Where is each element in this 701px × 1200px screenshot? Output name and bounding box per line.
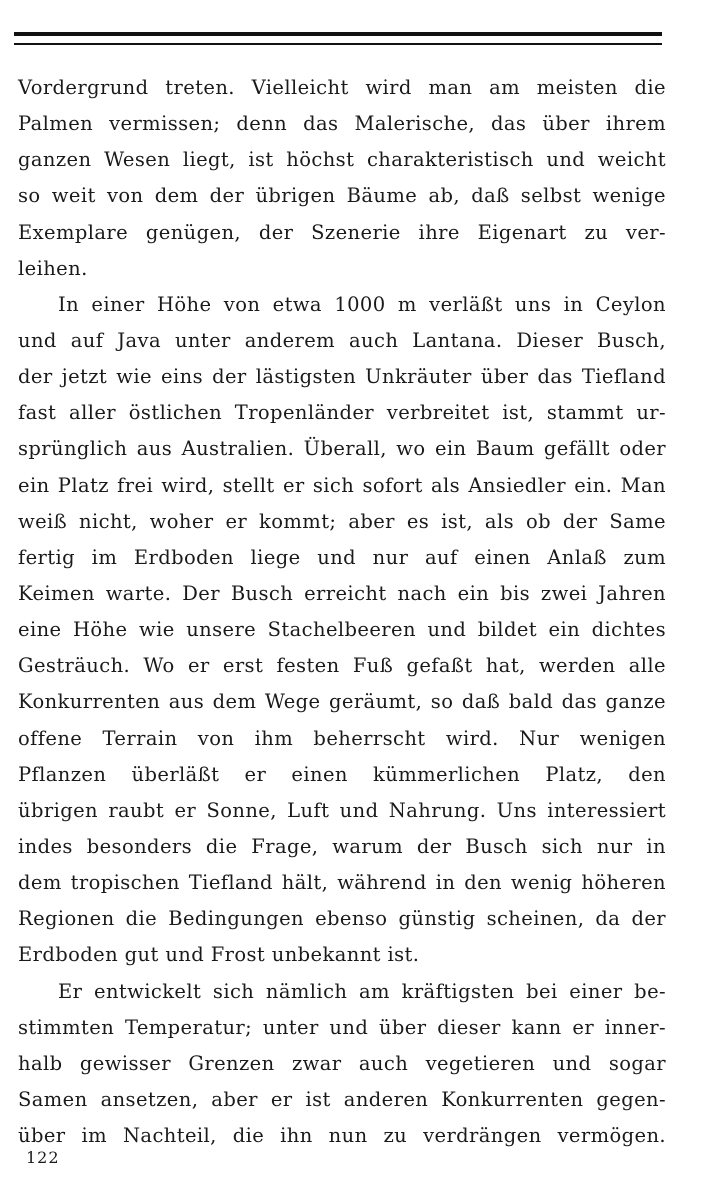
- text-line: der jetzt wie eins der lästigsten Unkräuter über das Tiefland: [18, 365, 666, 389]
- header-rule-thin: [14, 43, 662, 45]
- text-line: über im Nachteil, die ihn nun zu verdrängen vermögen.: [18, 1124, 666, 1148]
- text-line: sprünglich aus Australien. Überall, wo ein Baum gefällt oder: [18, 437, 666, 461]
- text-line: Vordergrund treten. Vielleicht wird man am meisten die: [18, 76, 666, 99]
- paragraph-2: [18, 287, 666, 974]
- text-line: und auf Java unter anderem auch Lantana. Dieser Busch,: [18, 328, 666, 352]
- text-line: Samen ansetzen, aber er ist anderen Konkurrenten gegen-: [18, 1087, 666, 1111]
- text-line: indes besonders die Frage, warum der Busch sich nur in: [18, 834, 666, 858]
- text-line: fertig im Erdboden liege und nur auf einen Anlaß zum: [18, 545, 666, 569]
- text-line: Gesträuch. Wo er erst festen Fuß gefaßt hat, werden alle: [18, 654, 666, 678]
- text-line: stimmten Temperatur; unter und über dieser kann er inner-: [18, 1015, 666, 1039]
- paragraph-1: [18, 70, 666, 287]
- text-line: dem tropischen Tiefland hält, während in den wenig höheren: [18, 871, 666, 895]
- text-line: ganzen Wesen liegt, ist höchst charakteristisch und weicht: [18, 148, 666, 172]
- paragraph-3: [18, 974, 666, 1155]
- text-line: halb gewisser Grenzen zwar auch vegetieren und sogar: [18, 1051, 666, 1075]
- text-line: so weit von dem der übrigen Bäume ab, daß selbst wenige: [18, 184, 666, 208]
- body-text: [18, 70, 666, 1154]
- text-line: Exemplare genügen, der Szenerie ihre Eigenart zu ver-: [18, 220, 666, 244]
- text-line: Pflanzen überläßt er einen kümmerlichen Platz, den: [18, 762, 666, 786]
- text-line: Regionen die Bedingungen ebenso günstig scheinen, da der: [18, 907, 666, 931]
- text-line: weiß nicht, woher er kommt; aber es ist, als ob der Same: [18, 509, 666, 533]
- text-line: offene Terrain von ihm beherrscht wird. Nur wenigen: [18, 726, 666, 750]
- page-number: 122: [26, 1148, 60, 1167]
- text-line: Konkurrenten aus dem Wege geräumt, so daß bald das ganze: [18, 690, 666, 714]
- text-line: übrigen raubt er Sonne, Luft und Nahrung. Uns interessiert: [18, 798, 666, 822]
- text-line: leihen.: [18, 256, 88, 280]
- text-line: Palmen vermissen; denn das Malerische, das über ihrem: [18, 112, 666, 136]
- header-rule-thick: [14, 32, 662, 36]
- text-line: eine Höhe wie unsere Stachelbeeren und bildet ein dichtes: [18, 618, 666, 642]
- text-line: In einer Höhe von etwa 1000 m verläßt uns in Ceylon: [58, 292, 666, 316]
- text-line: ein Platz frei wird, stellt er sich sofort als Ansiedler ein. Man: [18, 473, 666, 497]
- text-line: Keimen warte. Der Busch erreicht nach ein bis zwei Jahren: [18, 581, 666, 605]
- text-line: Er entwickelt sich nämlich am kräftigsten bei einer be-: [58, 979, 666, 1003]
- text-line: Erdboden gut und Frost unbekannt ist.: [18, 943, 420, 967]
- text-line: fast aller östlichen Tropenländer verbreitet ist, stammt ur-: [18, 401, 666, 425]
